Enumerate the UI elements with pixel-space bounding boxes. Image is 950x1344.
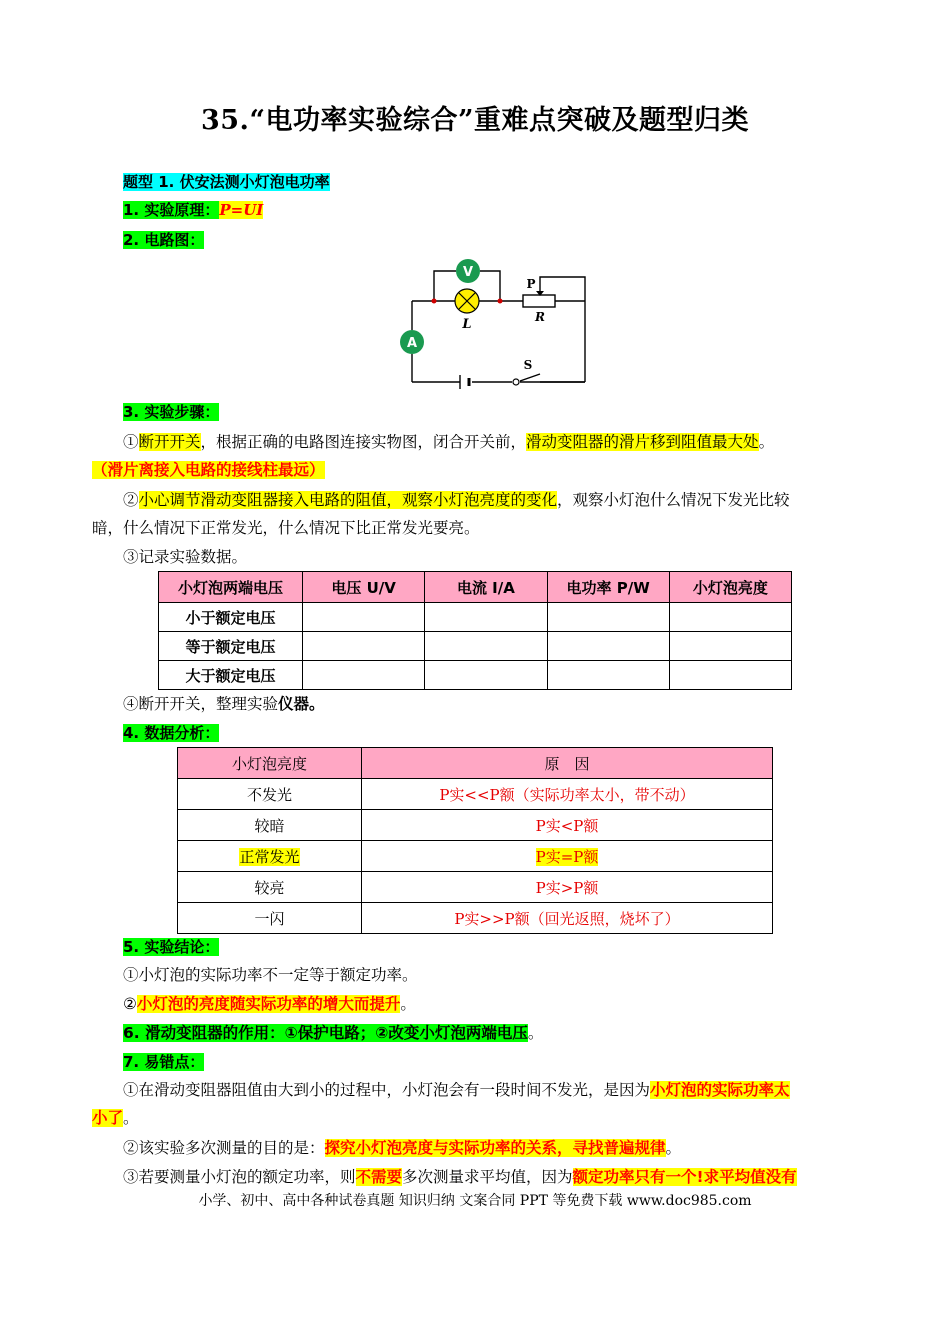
- step1-note-line: [92, 456, 325, 484]
- switch-label: S: [523, 358, 533, 372]
- analysis-label-line: [123, 722, 219, 744]
- mistake1-end: 。: [123, 1109, 139, 1127]
- mistake2-end: 。: [665, 1139, 682, 1157]
- step4-text-bold: 仪器。: [278, 695, 325, 713]
- header-power: 电功率 P/W: [547, 572, 669, 603]
- data-table: [158, 571, 792, 690]
- header-brightness: 小灯泡亮度: [669, 572, 791, 603]
- conclusion2-highlight: 小灯泡的亮度随实际功率的增大而提升: [136, 995, 401, 1013]
- step2-rest-2: 暗，什么情况下正常发光，什么情况下比正常发光要亮。: [92, 519, 480, 537]
- table-cell: [669, 661, 791, 690]
- table-row: [178, 903, 773, 934]
- rheostat-role-end: 。: [527, 1024, 544, 1042]
- steps-label: 3. 实验步骤：: [123, 403, 220, 421]
- mistake3-text-a: ③若要测量小灯泡的额定功率，则: [123, 1168, 356, 1186]
- conclusion1-line: [123, 961, 418, 989]
- mistake3-text-b: 多次测量求平均值，因为: [402, 1168, 573, 1186]
- reason-cell: [362, 841, 773, 872]
- reason-cell: P实>>P额（回光返照，烧坏了）: [362, 903, 773, 934]
- mistake3-highlight-1: 不需要: [355, 1168, 403, 1186]
- step2-prefix: ②: [123, 491, 139, 509]
- table-cell: [547, 661, 669, 690]
- voltmeter-icon: [456, 259, 480, 283]
- table-row: [159, 661, 792, 690]
- circuit-label: 2. 电路图：: [123, 231, 205, 249]
- table-cell: [669, 603, 791, 632]
- conclusion2-prefix: ②: [123, 995, 137, 1013]
- reason-cell: P实<<P额（实际功率太小，带不动）: [362, 779, 773, 810]
- step3-text: ③记录实验数据。: [123, 548, 248, 566]
- ammeter-icon: [400, 330, 424, 354]
- page-title: 35.“电功率实验综合”重难点突破及题型归类: [200, 105, 750, 136]
- table-row: [178, 810, 773, 841]
- table-row: [178, 841, 773, 872]
- table-cell: [425, 603, 547, 632]
- table-cell: [669, 632, 791, 661]
- table-cell: [303, 603, 425, 632]
- brightness-cell: [178, 841, 362, 872]
- brightness-cell: 不发光: [178, 779, 362, 810]
- brightness-highlight: 正常发光: [239, 847, 300, 866]
- mistake1-text: ①在滑动变阻器阻值由大到小的过程中，小灯泡会有一段时间不发光，是因为: [123, 1081, 651, 1099]
- header-reason: 原 因: [362, 748, 773, 779]
- mistake1-highlight-a: 小灯泡的实际功率太: [650, 1081, 790, 1099]
- conclusion2-end: 。: [400, 995, 416, 1013]
- conclusion-label: 5. 实验结论：: [123, 938, 220, 956]
- conclusion-label-line: [123, 936, 219, 958]
- table-cell: [547, 603, 669, 632]
- table-cell: [547, 632, 669, 661]
- mistake2-line: [123, 1134, 681, 1162]
- step1-mid: ，根据正确的电路图连接实物图，闭合开关前，: [200, 433, 527, 451]
- section-heading: [123, 171, 330, 193]
- conclusion1-text: ①小灯泡的实际功率不一定等于额定功率。: [123, 966, 418, 984]
- mistake3-highlight-2: 额定功率只有一个!求平均值没有: [572, 1168, 797, 1186]
- header-voltage: 电压 U/V: [303, 572, 425, 603]
- principle-label: 1. 实验原理：: [123, 201, 220, 219]
- lamp-icon: [455, 289, 479, 313]
- header-voltage-condition: 小灯泡两端电压: [159, 572, 303, 603]
- brightness-cell: 一闪: [178, 903, 362, 934]
- principle-line: [123, 199, 263, 221]
- mistakes-label-line: [123, 1051, 204, 1073]
- svg-text:V: V: [462, 265, 474, 280]
- data-table-header: [159, 572, 792, 603]
- rheostat-role-text: 6. 滑动变阻器的作用：①保护电路；②改变小灯泡两端电压: [123, 1024, 528, 1042]
- principle-formula: P=UI: [219, 201, 264, 219]
- step3-line: [123, 543, 247, 571]
- step1-prefix: ①: [123, 433, 139, 451]
- table-cell: [303, 661, 425, 690]
- brightness-cell: 较亮: [178, 872, 362, 903]
- step1-end: 。: [758, 433, 775, 451]
- mistakes-label: 7. 易错点：: [123, 1053, 205, 1071]
- table-row: [159, 603, 792, 632]
- reason-cell: P实>P额: [362, 872, 773, 903]
- reason-highlight: P实=P额: [535, 847, 599, 866]
- table-cell: [425, 661, 547, 690]
- step1-note: （滑片离接入电路的接线柱最远）: [92, 461, 325, 479]
- mistake2-highlight: 探究小灯泡亮度与实际功率的关系，寻找普遍规律: [324, 1139, 666, 1157]
- step1-highlight-2: 滑动变阻器的滑片移到阻值最大处: [526, 433, 759, 451]
- step4-line: [123, 690, 325, 718]
- header-current: 电流 I/A: [425, 572, 547, 603]
- mistake1-highlight-b: 小了: [92, 1109, 124, 1127]
- analysis-table-header: [178, 748, 773, 779]
- mistake1-line-2: [92, 1104, 139, 1132]
- table-cell: [425, 632, 547, 661]
- table-row: [178, 779, 773, 810]
- circuit-label-line: [123, 229, 204, 251]
- step1-line: [123, 428, 883, 456]
- page-footer: 小学、初中、高中各种试卷真题 知识归纳 文案合同 PPT 等免费下载 www.doc985.com: [198, 1193, 752, 1209]
- row-label: 等于额定电压: [159, 632, 303, 661]
- rheostat-role-line: [123, 1019, 543, 1047]
- step2-line-1: [123, 486, 883, 514]
- mistake2-text: ②该实验多次测量的目的是：: [123, 1139, 325, 1157]
- step2-highlight: 小心调节滑动变阻器接入电路的阻值，观察小灯泡亮度的变化: [138, 491, 558, 509]
- header-brightness: 小灯泡亮度: [178, 748, 362, 779]
- row-label: 大于额定电压: [159, 661, 303, 690]
- lamp-label: L: [462, 317, 472, 332]
- mistake3-line: [123, 1163, 797, 1191]
- reason-cell: P实<P额: [362, 810, 773, 841]
- table-cell: [303, 632, 425, 661]
- brightness-cell: 较暗: [178, 810, 362, 841]
- rheostat-label: R: [535, 310, 545, 324]
- section-heading-text: 题型 1. 伏安法测小灯泡电功率: [123, 173, 330, 191]
- circuit-diagram: [390, 255, 600, 390]
- svg-text:A: A: [406, 336, 418, 351]
- step2-rest-1: ，观察小灯泡什么情况下发光比较: [557, 491, 790, 509]
- mistake1-line-1: [123, 1076, 790, 1104]
- table-row: [178, 872, 773, 903]
- row-label: 小于额定电压: [159, 603, 303, 632]
- step2-line-2: [92, 514, 480, 542]
- analysis-label: 4. 数据分析：: [123, 724, 220, 742]
- step1-highlight-1: 断开开关: [138, 433, 201, 451]
- analysis-table: [177, 747, 773, 934]
- slider-label: P: [526, 277, 536, 291]
- rheostat-icon: [523, 295, 555, 307]
- switch-icon: [513, 379, 519, 385]
- conclusion2-line: [123, 990, 416, 1018]
- steps-label-line: [123, 401, 219, 423]
- table-row: [159, 632, 792, 661]
- step4-text: ④断开开关，整理实验: [123, 695, 279, 713]
